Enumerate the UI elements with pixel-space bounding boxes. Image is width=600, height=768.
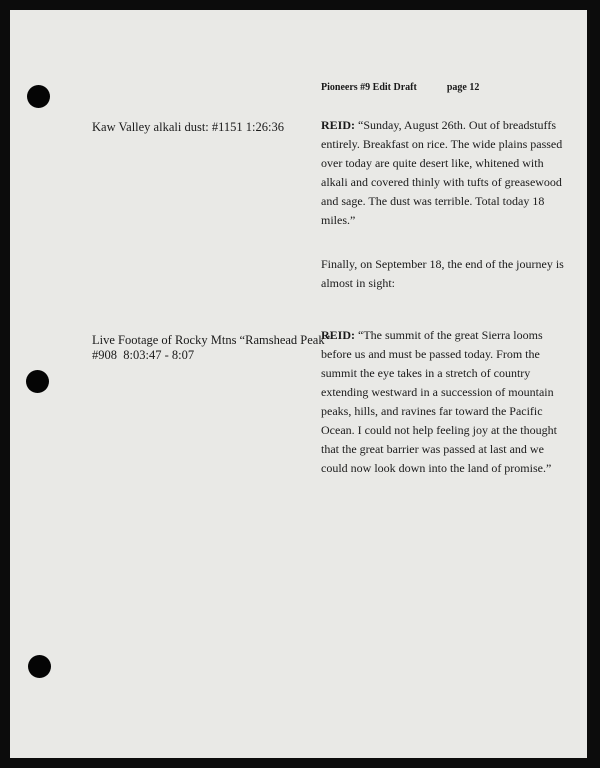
quote-text: “The summit of the great Sierra looms before us and must be passed today. From the summit the eye takes in a stretch of country extending westward in a succession of mountain peaks, hills, and ravines far toward the Pacific Ocean. I could not help feeling joy at the thought that the great barrier was passed at last and we could now look down into the land of promise.” bbox=[321, 328, 557, 475]
footage-timecode: #908 8:03:47 - 8:07 bbox=[92, 348, 195, 362]
speaker-label: REID: bbox=[321, 328, 356, 342]
quote-text: “Sunday, August 26th. Out of breadstuffs entirely. Breakfast on rice. The wide plains passed over today are quite desert like, whitened with alkali and covered thinly with tufts of greasewood and sage. The dust was terrible. Total today 18 miles.” bbox=[321, 118, 563, 227]
speaker-label: REID: bbox=[321, 118, 356, 132]
draft-title: Pioneers #9 Edit Draft bbox=[321, 82, 417, 93]
binder-hole-bottom bbox=[28, 655, 51, 678]
page-number: page 12 bbox=[446, 82, 480, 93]
footage-note-kaw-valley: Kaw Valley alkali dust: #1151 1:26:36 bbox=[92, 120, 284, 134]
binder-hole-top bbox=[27, 85, 50, 108]
narration-september: Finally, on September 18, the end of the journey is almost in sight: bbox=[321, 257, 564, 290]
script-page bbox=[10, 10, 587, 758]
page-header bbox=[321, 82, 479, 93]
reid-quote-sierra bbox=[321, 326, 566, 478]
reid-quote-august bbox=[321, 116, 566, 230]
footage-note-rocky-mountains bbox=[92, 333, 331, 363]
footage-note-line: Live Footage of Rocky Mtns “Ramshead Peak” bbox=[92, 333, 331, 347]
binder-hole-middle bbox=[26, 370, 49, 393]
